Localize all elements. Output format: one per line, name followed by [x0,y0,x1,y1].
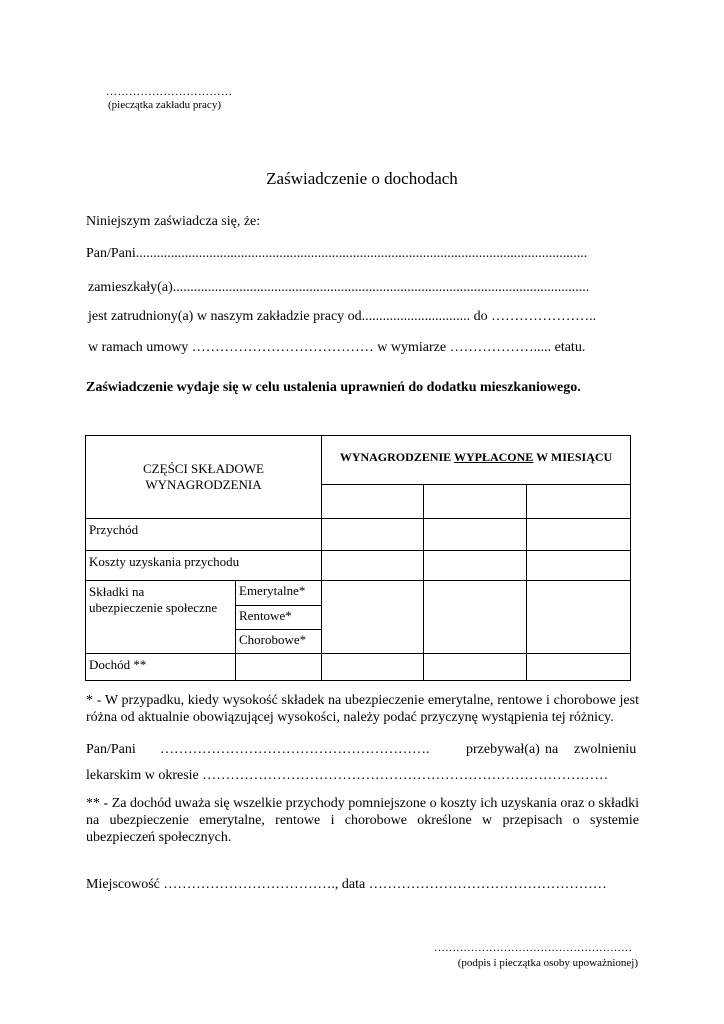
sub-label-chorobowe: Chorobowe* [236,630,322,654]
month-cell-3 [527,485,631,519]
cell-dochod-1 [322,654,424,681]
sub-label-emerytalne: Emerytalne* [236,581,322,606]
cell-skladki-1 [322,581,424,654]
month-cell-1 [322,485,424,519]
table-header-components-line1: CZĘŚCI SKŁADOWE [143,461,264,476]
month-cell-2 [424,485,527,519]
cell-przychod-2 [424,519,527,551]
row-label-dochod: Dochód ** [86,654,236,681]
header-salary-paid: WYPŁACONE [453,450,534,464]
cell-koszty-2 [424,551,527,581]
sick-leave-pan-pani: Pan/Pani [86,742,136,757]
cell-dochod-3 [527,654,631,681]
footnote-2: ** - Za dochód uważa się wszelkie przychody pomniejszone o koszty ich uzyskania oraz o składki na ubezpieczenie emerytalne, rentowe i chorobowe określone w przepisach o systemie ubezpieczeń społecznych. [86,796,639,845]
table-header-components-line2: WYNAGRODZENIA [145,477,262,492]
field-zamieszkaly: zamieszkały(a)....................................................................................................................... [88,280,590,295]
sub-label-rentowe: Rentowe* [236,606,322,630]
row-label-skladki-line1: Składki na [89,584,145,599]
sick-leave-na: na [545,742,559,757]
place-date-line: Miejscowość ………………………………., data …………………………………………… [86,877,607,892]
field-zatrudniony: jest zatrudniony(a) w naszym zakładzie pracy od............................... do ………………….. [88,309,597,324]
cell-skladki-2 [424,581,527,654]
cell-koszty-3 [527,551,631,581]
cell-dochod-2 [424,654,527,681]
sick-leave-dots: …………………………………………………. [160,742,430,757]
cell-dochod-sub [236,654,322,681]
purpose-statement: Zaświadczenie wydaje się w celu ustalenia uprawnień do dodatku mieszkaniowego. [86,380,581,395]
signature-label: (podpis i pieczątka osoby upoważnionej) [457,957,638,969]
cell-przychod-3 [527,519,631,551]
signature-placeholder: ……………………………………………… [434,942,632,954]
header-salary-part1: WYNAGRODZENIE [339,450,454,464]
stamp-label: (pieczątka zakładu pracy) [108,99,221,111]
document-title: Zaświadczenie o dochodach [266,169,458,188]
field-umowa: w ramach umowy ………………………………… w wymiarze ………………..... etatu. [88,340,586,355]
cell-przychod-1 [322,519,424,551]
row-label-skladki [86,581,236,654]
footnote-1: * - W przypadku, kiedy wysokość składek na ubezpieczenie emerytalne, rentowe i chorobowe jest różna od aktualnie obowiązującej wysokości, należy podać przyczynę wystąpienia tej różnicy. [86,693,639,725]
field-pan-pani: Pan/Pani................................................................................................................................. [86,246,588,261]
intro-text: Niniejszym zaświadcza się, że: [86,214,261,229]
salary-table [85,435,631,681]
header-salary-part3: W MIESIĄCU [533,450,613,464]
row-label-koszty: Koszty uzyskania przychodu [86,551,322,581]
row-label-przychod: Przychód [86,519,322,551]
sick-leave-zwolnieniu: zwolnieniu [574,742,637,757]
table-header-salary [322,436,631,485]
cell-skladki-3 [527,581,631,654]
stamp-placeholder: …………………………… [106,86,233,98]
sick-leave-period: lekarskim w okresie …………………………………………………………………………… [86,768,609,783]
row-label-skladki-line2: ubezpieczenie społeczne [89,600,218,615]
cell-koszty-1 [322,551,424,581]
table-header-components [86,436,322,519]
sick-leave-przebywal: przebywał(a) [466,742,540,757]
